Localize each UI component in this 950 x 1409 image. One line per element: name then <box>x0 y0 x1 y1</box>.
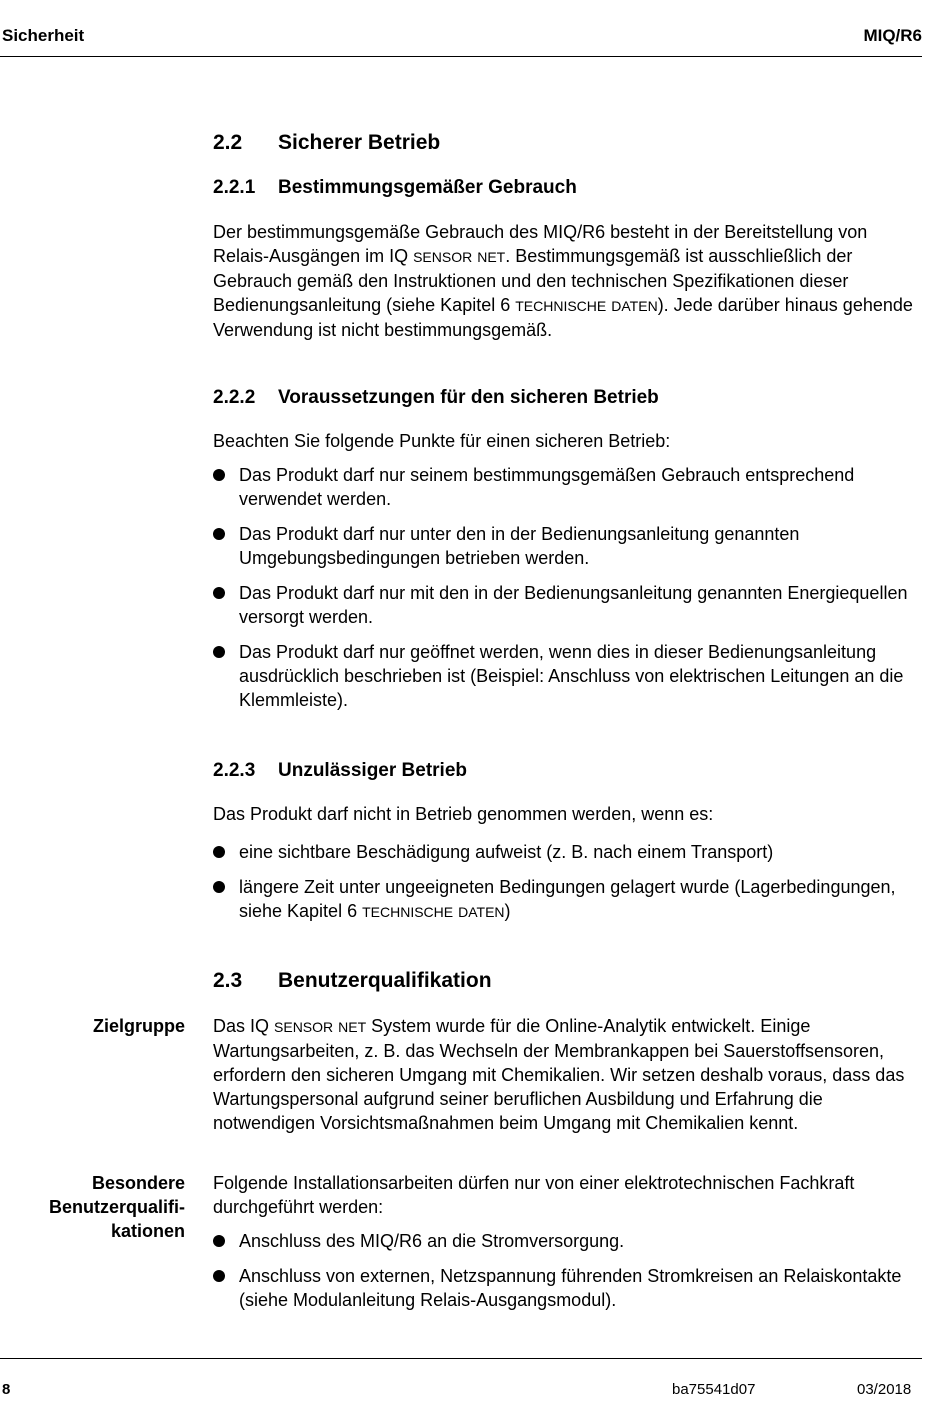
paragraph: Folgende Installationsarbeiten dürfen nur von einer elektrotechnischen Fachkraft durchgeführt werden: <box>213 1173 855 1217</box>
list-item <box>213 522 925 570</box>
list-item <box>213 1229 925 1253</box>
text-run: Das IQ <box>213 1016 275 1036</box>
list-item-text: Das Produkt darf nur unter den in der Bedienungsanleitung genannten Umgebungsbedingungen betrieben werden. <box>239 524 800 568</box>
bullet-list <box>213 840 925 924</box>
heading-title: Unzulässiger Betrieb <box>278 760 467 781</box>
margin-label-line: Besondere <box>91 1173 185 1193</box>
list-item-text: eine sichtbare Beschädigung aufweist (z. B. nach einem Transport) <box>239 842 774 862</box>
heading-2-2-3 <box>213 759 467 783</box>
heading-2-2-1 <box>213 176 577 200</box>
margin-label-line: Benutzerqualifi- <box>48 1197 185 1217</box>
bullet-icon <box>213 646 225 658</box>
paragraph <box>213 1014 925 1135</box>
list-item-text: Das Produkt darf nur geöffnet werden, wenn dies in dieser Bedienungsanleitung ausdrücklich beschrieben ist (Beispiel: Anschluss von elektrischen Leitungen an die Klemmleiste). <box>239 642 904 710</box>
small-caps-text: TECHNISCHE <box>362 904 454 920</box>
small-caps-text: TECHNISCHE <box>515 298 607 314</box>
list-item <box>213 1264 925 1312</box>
small-caps-text: DATEN <box>611 298 658 314</box>
list-item <box>213 840 925 864</box>
heading-2-2 <box>213 130 440 156</box>
bullet-icon <box>213 846 225 858</box>
bullet-list <box>213 463 925 712</box>
list-item <box>213 875 925 924</box>
list-item-text: längere Zeit unter ungeeigneten Bedingungen gelagert wurde (Lagerbedingungen, siehe Kapitel 6 <box>239 877 896 921</box>
list-item-text: ) <box>504 901 511 921</box>
list-item <box>213 463 925 511</box>
bullet-list <box>213 1229 925 1312</box>
section-2-2-2-body <box>213 429 925 712</box>
heading-number: 2.2.1 <box>213 177 256 198</box>
header-rule <box>0 56 922 57</box>
heading-title: Voraussetzungen für den sicheren Betrieb <box>278 387 659 408</box>
bullet-icon <box>213 528 225 540</box>
bullet-icon <box>213 881 225 893</box>
section-2-2-1-body <box>213 220 925 342</box>
paragraph: Das Produkt darf nicht in Betrieb genommen werden, wenn es: <box>213 804 714 824</box>
list-item <box>213 581 925 629</box>
running-header-section: Sicherheit <box>2 26 85 45</box>
heading-number: 2.2.2 <box>213 387 256 408</box>
list-item <box>213 640 925 712</box>
margin-label-line: kationen <box>110 1221 185 1241</box>
paragraph <box>213 220 925 342</box>
small-caps-text: NET <box>338 1019 367 1035</box>
text-run: Der bestimmungsgemäße Gebrauch des MIQ/R6 besteht in der Bereitstellung von Relais-Ausgängen im IQ <box>213 222 868 266</box>
heading-2-2-2 <box>213 386 659 410</box>
list-item-text: Das Produkt darf nur seinem bestimmungsgemäßen Gebrauch entsprechend verwendet werden. <box>239 465 855 509</box>
zielgruppe-body <box>213 1014 925 1135</box>
text-run: System wurde für die Online-Analytik entwickelt. Einige Wartungsarbeiten, z. B. das Wechseln der Membrankappen bei Sauerstoffsensoren, erfordern den sicheren Umgang mit Chemikalien. Wir setzen deshalb voraus, dass das Wartungspersonal aufgrund seiner beruflichen Ausbildung und Erfahrung die notwendigen Vorsichtsmaßnahmen beim Umgang mit Chemikalien kennt. <box>213 1016 905 1133</box>
margin-label-besondere <box>0 1171 185 1243</box>
small-caps-text: SENSOR <box>413 249 473 265</box>
heading-number: 2.2 <box>213 131 243 154</box>
list-item-text: Das Produkt darf nur mit den in der Bedienungsanleitung genannten Energiequellen versorgt werden. <box>239 583 908 627</box>
list-item-text: Anschluss des MIQ/R6 an die Stromversorgung. <box>239 1231 625 1251</box>
besondere-body <box>213 1171 925 1312</box>
section-2-2-3-body <box>213 802 925 924</box>
small-caps-text: NET <box>477 249 506 265</box>
document-id: ba75541d07 <box>672 1381 756 1398</box>
running-header-product: MIQ/R6 <box>863 26 922 45</box>
footer-rule <box>0 1358 922 1359</box>
small-caps-text: DATEN <box>458 904 505 920</box>
heading-title: Bestimmungsgemäßer Gebrauch <box>278 177 577 198</box>
bullet-icon <box>213 587 225 599</box>
heading-title: Benutzerqualifikation <box>278 969 492 992</box>
page-number: 8 <box>2 1381 11 1398</box>
bullet-icon <box>213 1270 225 1282</box>
heading-number: 2.3 <box>213 969 243 992</box>
text-run: . Bestimmungsgemäß ist ausschließlich der Gebrauch gemäß den Instruktionen und den technischen Spezifikationen dieser Bedienungsanleitung (siehe Kapitel 6 <box>213 246 853 315</box>
paragraph: Beachten Sie folgende Punkte für einen sicheren Betrieb: <box>213 431 671 451</box>
margin-label-zielgruppe: Zielgruppe <box>92 1016 185 1036</box>
heading-title: Sicherer Betrieb <box>278 131 441 154</box>
small-caps-text: SENSOR <box>274 1019 334 1035</box>
list-item-text: Anschluss von externen, Netzspannung führenden Stromkreisen an Relaiskontakte (siehe Modulanleitung Relais-Ausgangsmodul). <box>239 1266 902 1310</box>
heading-2-3 <box>213 968 492 994</box>
heading-number: 2.2.3 <box>213 760 256 781</box>
bullet-icon <box>213 1235 225 1247</box>
bullet-icon <box>213 469 225 481</box>
document-date: 03/2018 <box>857 1381 912 1398</box>
text-run: ). Jede darüber hinaus gehende Verwendung ist nicht bestimmungsgemäß. <box>213 295 913 340</box>
